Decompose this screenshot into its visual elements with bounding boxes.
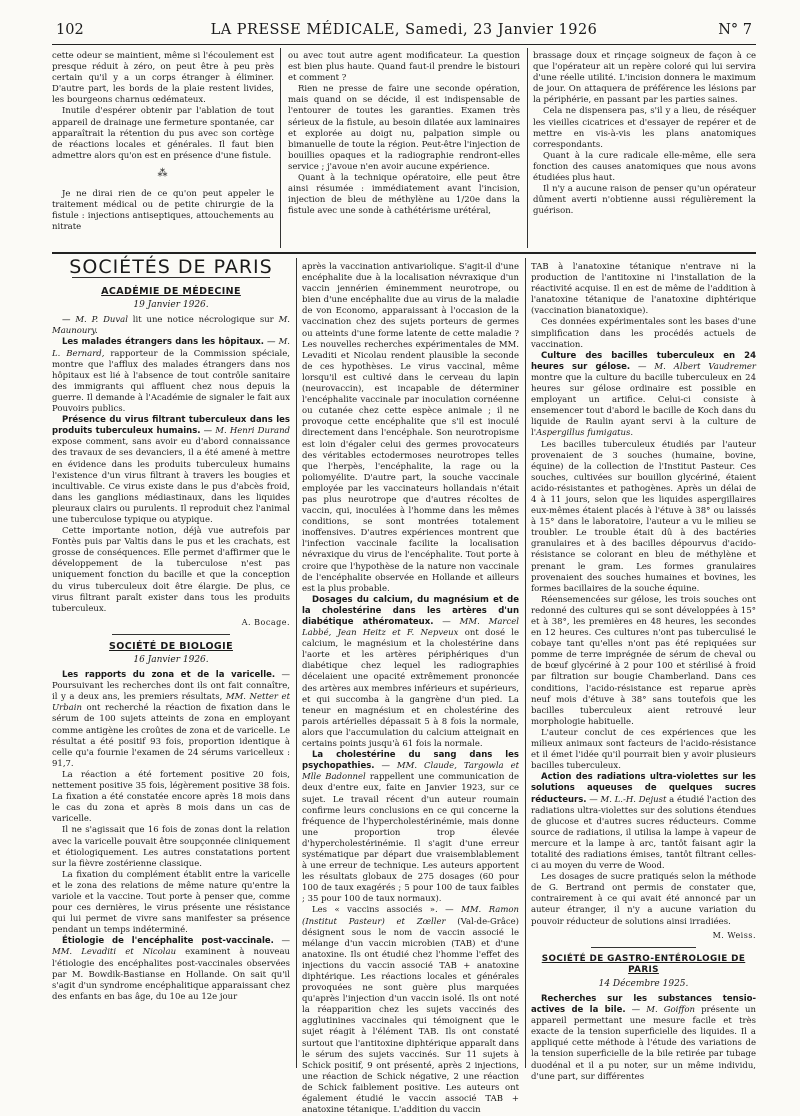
paragraph: brassage doux et rinçage soigneux de façon à ce que l'opérateur ait un repère coloré qui lui servira d'une réelle utilité. L'incision donnera le maximum de jour. On attaquera de préférence les lésions par la périphérie, en passant par les parties saines. — [533, 51, 756, 106]
divider — [591, 947, 696, 948]
paragraph: L'auteur conclut de ces expériences que les milieux animaux sont facteurs de l'acido-résistance et il émet l'idée qu'il pourrait bien y avoir plusieurs bacilles tuberculeux. — [531, 727, 756, 772]
author: MM. Marcel Labbé, Jean Heitz et F. Nepveux — [302, 617, 519, 639]
issue-number: N° 7 — [718, 22, 752, 38]
section-title: SOCIÉTÉS DE PARIS — [69, 256, 273, 278]
author: — M. P. Duval — [62, 315, 128, 326]
topic-title: Dosages du calcium, du magnésium et de la cholestérine dans les artères d'un diabétique athéromateux. — [302, 594, 519, 627]
gastro-heading: SOCIÉTÉ DE GASTRO-ENTÉROLOGIE DE PARIS — [541, 953, 746, 975]
paragraph: Cela ne dispensera pas, s'il y a lieu, de réséquer les vieilles cicatrices et d'essayer de repérer et de mettre en vis-à-vis les plans anatomiques correspondants. — [533, 106, 756, 150]
author: M. L.-H. Dejust — [600, 794, 667, 805]
paragraph: Réensemencées sur gélose, les trois souches ont redonné des cultures qui se sont développées à 15° et à 38°, les premières en 48 heures, les secondes en 12 heures. Ces cultures n'ont pas tuberculisé le cobaye tant qu'elles n'ont pas été repiquées sur pomme de terre imprégnée de sérum de cheval ou de bœuf glycériné à 2 pour 100 et stérilisé à froid par filtration sur bougie Chamberland. Dans ces conditions, l'acido-résistance est reparue après neuf mois d'étuve à 38° sans toutefois que les bacilles tuberculeux aient retrouvé leur morphologie habituelle. — [531, 594, 756, 727]
running-header — [52, 22, 756, 42]
journal-title: LA PRESSE MÉDICALE, Samedi, 23 Janvier 1926 — [210, 22, 598, 38]
topic-title: Les malades étrangers dans les hôpitaux. — [62, 337, 264, 348]
column-divider — [525, 258, 526, 1068]
paragraph: Inutile d'espérer obtenir par l'ablation de tout appareil de drainage une fermeture spontanée, car apparaîtrait la rétention du pus avec son cortège de réactions locales et générales. Il faut bien admettre alors qu'on est en présence d'une fistule. — [52, 106, 274, 161]
article-column-3 — [533, 51, 756, 247]
signature: A. Bocage. — [241, 617, 290, 627]
author: MM. Netter et Urbain — [52, 692, 290, 714]
topic-title: Action des radiations ultra-violettes sur les solutions aqueuses de quelques sucres réducteurs. — [531, 772, 756, 805]
article-column-1 — [52, 51, 274, 247]
paragraph: TAB à l'anatoxine tétanique n'entrave ni la production de l'antitoxine ni l'installation de la réactivité acquise. Il en est de même de l'addition à l'anatoxine tétanique de l'anatoxine diphtérique (vaccination bianatoxique). — [531, 262, 756, 317]
author: M. Goiffon — [646, 1005, 696, 1016]
paragraph: Ces données expérimentales sont les bases d'une simplification dans les procédés actuels de vaccination. — [531, 317, 756, 350]
divider — [112, 634, 230, 635]
paragraph: Il ne s'agissait que 16 fois de zonas dont la relation avec la varicelle pouvait être soupçonnée cliniquement et étiologiquement. Les autres constatations portent sur la fièvre zostérienne classique. — [52, 825, 290, 869]
paragraph: Quant à la cure radicale elle-même, elle sera fonction des causes anatomiques que nous avons étudiées plus haut. — [533, 150, 756, 184]
section-break: ⁂ — [157, 167, 169, 179]
person-name: M. Maunoury. — [52, 315, 290, 337]
paragraph: Les dosages de sucre pratiqués selon la méthode de G. Bertrand ont permis de constater que, contrairement à ce qui avait été annoncé par un auteur étranger, il n'y a aucune variation du pouvoir réducteur de solutions ainsi irradiées. — [531, 872, 756, 927]
paragraph: La fixation du complément établit entre la varicelle et le zona des relations de même nature qu'entre la variole et la vaccine. Tout porte à penser que, comme pour ces dernières, le virus présente une résistance qui lui permet de vivre sans manifester sa présence pendant un temps indéterminé. — [52, 869, 290, 936]
article-column-2 — [288, 51, 520, 247]
page-number: 102 — [56, 22, 84, 38]
topic-title: Les rapports du zona et de la varicelle. — [62, 670, 276, 681]
author: — M. Henri Durand — [200, 426, 290, 437]
author: MM. Claude, Targowla et Mlle Badonnel — [302, 761, 520, 783]
paragraph: La réaction a été fortement positive 20 fois, nettement positive 35 fois, légèrement positive 38 fois. La fixation a été constatée encore après 18 mois dans le cas du zona et après 8 mois dans un cas de varicelle. — [52, 769, 290, 825]
author: MM. Ramon (Institut Pasteur) et Zœller — [302, 905, 520, 927]
topic-title: Culture des bacilles tuberculeux en 24 heures sur gélose. — [531, 350, 756, 372]
author: MM. Levaditi et Nicolau — [52, 947, 177, 958]
paragraph: Rien ne presse de faire une seconde opération, mais quand on se décide, il est indispensable de l'entourer de toutes les garanties. Examen très sérieux de la fistule, au besoin dilatée aux laminaires et explorée au doigt nu, palpation simple ou bimanuelle de toute la région. Peut-être l'injection de bouillies opaques et la radiographie rendront-elles service ; j'avoue n'en avoir aucune expérience. — [288, 84, 520, 172]
paragraph: Je ne dirai rien de ce qu'on peut appeler le traitement médical ou de petite chirurgie de la fistule : injections antiseptiques, attouchements au nitrate — [52, 189, 274, 233]
session-date: 16 Janvier 1926. — [133, 655, 209, 665]
column-divider — [280, 48, 281, 248]
column-divider — [527, 48, 528, 248]
paragraph: Les bacilles tuberculeux étudiés par l'auteur provenaient de 3 souches (humaine, bovine, équine) de la collection de l'Institut Pasteur. Ces souches, cultivées sur bouillon glycériné, étaient acido-résistantes et pathogènes. Après un délai de 4 à 11 jours, selon que les liquides aspergillaires eux-mêmes étaient placés à l'étuve à 38° ou laissés à 15° dans le laboratoire, l'auteur a vu le milieu se troubler. Le trouble était dû à des bactéries granulaires et à des bacilles dépourvus d'acido-résistance se colorant en bleu de méthylène et prenant le gram. Les formes granulaires provenaient des souches humaines et bovines, les formes bacillaires de la souche équine. — [531, 439, 756, 594]
topic-title: Étiologie de l'encéphalite post-vaccinale. — [62, 936, 274, 947]
header-rule — [52, 44, 756, 45]
author: M. Albert Vaudremer — [654, 361, 756, 372]
societes-column-3: TAB à l'anatoxine tétanique n'entrave ni la production de l'antitoxine ni l'installation de la réactivité acquise. Il en est de même de l'addition à l'anatoxine tétanique de l'anatoxine diphtérique (vaccination bianatoxique). Ces données expérimentales sont les bases d'une simplification dans les procédés actuels de vaccination. Culture des bacilles tuberculeux en 24 heures sur gélose. — M. Albert Vaudremer montre que la culture du bacille tuberculeux en 24 heures sur gélose ordinaire est possible en employant un artifice. Celui-ci consiste à ensemencer tout d'abord le bacille de Koch dans du liquide de Raulin ayant servi à la culture de l'Aspergillus fumigatus. Les bacilles tuberculeux étudiés par l'auteur provenaient de 3 souches (humaine, bovine, équine) de la collection de l'Institut Pasteur. Ces souches, cultivées sur bouillon glycériné, étaient acido-résistantes et pathogènes. Après un délai de 4 à 11 jours, selon que les liquides aspergillaires eux-mêmes étaient placés à l'étuve à 38° ou laissés à 15° dans le laboratoire, l'auteur a vu le milieu se troubler. Le trouble était dû à des bactéries granulaires et à des bacilles dépourvus d'acido-résistance se colorant en bleu de méthylène et prenant le gram. Les formes granulaires provenaient des souches humaines et bovines, les formes bacillaires de la souche équine. Réensemencées sur gélose, les trois souches ont redonné des cultures qui se sont développées à 15° et à 38°, les premières en 48 heures, les secondes en 12 heures. Ces cultures n'ont pas tuberculisé le cobaye tant qu'elles n'ont pas été repiquées sur pomme de terre imprégnée de sérum de cheval ou de bœuf glycériné à 2 pour 100 et stérilisé à froid par filtration sur bougie Chamberland. Dans ces conditions, l'acido-résistance est reparue après neuf mois d'étuve à 38° sans toutefois que les bacilles tuberculeux aient retrouvé leur morphologie habituelle. L'auteur conclut de ces expériences que les milieux animaux sont facteurs de l'acido-résistance et il émet l'idée qu'il pourrait bien y avoir plusieurs bacilles tuberculeux. Action des radiations ultra-violettes sur les solutions aqueuses de quelques sucres réducteurs. — M. L.-H. Dejust a étudié l'action des radiations ultra-violettes sur des solutions étendues de glucose et d'autres sucres réducteurs. Comme source de radiations, il utilisa la lampe à vapeur de mercure et la lampe à arc, tantôt faisant agir la totalité des radiations émises, tantôt filtrant celles-ci au moyen du verre de Wood. Les dosages de sucre pratiqués selon la méthode de G. Bertrand ont permis de constater que, contrairement à ce qui avait été annoncé par un auteur étranger, il n'y a aucune variation du pouvoir réducteur de solutions ainsi irradiées. M. Weiss. SOCIÉTÉ DE GASTRO-ENTÉROLOGIE DE PARIS 14 Décembre 1925. Recherches sur les substances tensio-actives de la bile. — M. Goiffon présente un appareil permettant une mesure facile et très exacte de la tension superficielle des liquides. Il a appliqué cette méthode à l'étude des variations de la tension superficielle de la bile retirée par tubage duodénal et il a pu noter, sur un même individu, d'une part, sur différentes — [531, 262, 757, 1082]
signature: M. Weiss. — [712, 930, 756, 940]
biologie-heading: SOCIÉTÉ DE BIOLOGIE — [109, 640, 233, 652]
section-rule — [52, 252, 756, 254]
topic-title: Recherches sur les substances tensio-actives de la bile. — [531, 994, 756, 1016]
paragraph: ou avec tout autre agent modificateur. La question est bien plus haute. Quand faut-il prendre le bistouri et comment ? — [288, 51, 520, 84]
societes-column-1: SOCIÉTÉS DE PARIS ACADÉMIE DE MÉDECINE 19 Janvier 1926. — M. P. Duval lit une notice nécrologique sur M. Maunoury. Les malades étrangers dans les hôpitaux. — M. L. Bernard, rapporteur de la Commission spéciale, montre que l'afflux des malades étrangers dans nos hôpitaux est lié à l'absence de tout contrôle sanitaire des immigrants qui affluent chez nous depuis la guerre. Il demande à l'Académie de signaler le fait aux Pouvoirs publics. Présence du virus filtrant tuberculeux dans les produits tuberculeux humains. — M. Henri Durand expose comment, sans avoir eu d'abord connaissance des travaux de ses devanciers, il a été amené à mettre en évidence dans les produits tuberculeux humains l'existence d'un virus filtrant à travers les bougies et incultivable. Ce virus existe dans le pus d'abcès froid, dans les ganglions médiastinaux, dans les liquides pleuraux clairs ou purulents. Il reproduit chez l'animal une tuberculose typique ou atypique. Cette importante notion, déjà vue autrefois par Fontès puis par Valtis dans le pus et les crachats, est grosse de conséquences. Elle permet d'affirmer que le développement de la tuberculose n'est pas uniquement fonction du bacille et que la conception du virus tuberculeux doit être élargie. De plus, ce virus filtrant paraît exister dans tous les produits tuberculeux. A. Bocage. SOCIÉTÉ DE BIOLOGIE 16 Janvier 1926. Les rapports du zona et de la varicelle. — Poursuivant les recherches dont ils ont fait connaître, il y a deux ans, les premiers résultats, MM. Netter et Urbain ont recherché la réaction de fixation dans le sérum de 100 sujets atteints de zona en employant comme antigène les croûtes de zona et de varicelle. Le résultat a été positif 93 fois, proportion identique à celle qu'a fournie l'examen de 24 sérums varicelleux : 91,7. La réaction a été fortement positive 20 fois, nettement positive 35 fois, légèrement positive 38 fois. La fixation a été constatée encore après 18 mois dans le cas du zona et après 8 mois dans un cas de varicelle. Il ne s'agissait que 16 fois de zonas dont la relation avec la varicelle pouvait être soupçonnée cliniquement et étiologiquement. Les autres constatations portent sur la fièvre zostérienne classique. La fixation du complément établit entre la varicelle et le zona des relations de même nature qu'entre la variole et la vaccine. Tout porte à penser que, comme pour ces dernières, le virus présente une résistance qui lui permet de vivre sans manifester sa présence pendant un temps indéterminé. Étiologie de l'encéphalite post-vaccinale. — MM. Levaditi et Nicolau examinent à nouveau l'étiologie des encéphalites post-vaccinales observées par M. Bowdik-Bastianse en Hollande. On sait qu'il s'agit d'un syndrome encéphalitique apparaissant chez des enfants en bas âge, du 10e au 12e jour — [52, 256, 291, 1002]
column-divider — [296, 258, 297, 1068]
species-name: Aspergillus fumigatus. — [536, 428, 634, 439]
paragraph: après la vaccination antivariolique. S'agit-il d'une encéphalite due à la localisation névraxique d'un vaccin jennérien éminemment neurotrope, ou bien d'une encéphalite due au virus de la maladie de von Economo, apparaissant à l'occasion de la vaccination chez des sujets porteurs de germes ou atteints d'une forme latente de cette maladie ? Les nouvelles recherches expérimentales de MM. Levaditi et Nicolau rendent plausible la seconde de ces hypothèses. Le virus vaccinal, même lorsqu'il est cultivé dans le cerveau du lapin (neurovaccin), est incapable de déterminer l'encéphalite vaccinale par inoculation cornéenne ou cutanée chez cette espèce animale ; il ne provoque cette encéphalite que s'il est inoculé directement dans l'encéphale. Son neurotropisme est loin d'égaler celui des germes provocateurs des véritables ectodermoses neurotropes telles que l'herpès, l'encéphalite, la rage ou la poliomyélite. D'autre part, la souche vaccinale employée par les vaccinateurs hollandais n'était pas plus neurotrope que d'autres récoltes de vaccin, qui, inoculées à l'homme dans les mêmes conditions, se sont montrées totalement inoffensives. D'autres expériences montrent que l'infection vaccinale facilite la localisation névraxique du virus de l'encéphalite. Tout porte à croire que l'hypothèse de la nature non vaccinale de l'encéphalite observée en Hollande et ailleurs est la plus probable. — [302, 262, 519, 594]
societes-column-2: après la vaccination antivariolique. S'agit-il d'une encéphalite due à la localisation névraxique d'un vaccin jennérien éminemment neurotrope, ou bien d'une encéphalite due au virus de la maladie de von Economo, apparaissant à l'occasion de la vaccination chez des sujets porteurs de germes ou atteints d'une forme latente de cette maladie ? Les nouvelles recherches expérimentales de MM. Levaditi et Nicolau rendent plausible la seconde de ces hypothèses. Le virus vaccinal, même lorsqu'il est cultivé dans le cerveau du lapin (neurovaccin), est incapable de déterminer l'encéphalite vaccinale par inoculation cornéenne ou cutanée chez cette espèce animale ; il ne provoque cette encéphalite que s'il est inoculé directement dans l'encéphale. Son neurotropisme est loin d'égaler celui des germes provocateurs des véritables ectodermoses neurotropes telles que l'herpès, l'encéphalite, la rage ou la poliomyélite. D'autre part, la souche vaccinale employée par les vaccinateurs hollandais n'était pas plus neurotrope que d'autres récoltes de vaccin, qui, inoculées à l'homme dans les mêmes conditions, se sont montrées totalement inoffensives. D'autres expériences montrent que l'infection vaccinale facilite la localisation névraxique du virus de l'encéphalite. Tout porte à croire que l'hypothèse de la nature non vaccinale de l'encéphalite observée en Hollande et ailleurs est la plus probable. Dosages du calcium, du magnésium et de la cholestérine dans les artères d'un diabétique athéromateux. — MM. Marcel Labbé, Jean Heitz et F. Nepveux ont dosé le calcium, le magnésium et la cholestérine dans l'aorte et les artères périphériques d'un diabétique chez lequel les radiographies décelaient une opacité extrêmement prononcée des artères aux membres inférieurs et supérieurs, et qui succomba à la gangrène d'un pied. La teneur en magnésium et en cholestérine des parois artérielles dépassait 5 à 8 fois la normale, alors que l'accumulation du calcium atteignait en certains points jusqu'à 61 fois la normale. La cholestérine du sang dans les psychopathies. — MM. Claude, Targowla et Mlle Badonnel rappellent une communication de deux d'entre eux, faite en Janvier 1923, sur ce sujet. Le travail récent d'un auteur roumain confirme leurs conclusions en ce qui concerne la fréquence de l'hypercholestérinémie, mais donne une proportion trop élevée d'hypercholestérinémie. Il s'agit d'une erreur systématique par départ due vraisemblablement à une erreur de technique. Les auteurs apportent les résultats globaux de 275 dosages (60 pour 100 de taux exagérés ; 5 pour 100 de taux faibles ; 35 pour 100 de taux normaux). Les « vaccins associés ». — MM. Ramon (Institut Pasteur) et Zœller (Val-de-Grâce) désignent sous le nom de vaccin associé le mélange d'un vaccin microbien (TAB) et d'une anatoxine. Ils ont étudié chez l'homme l'effet des injections du vaccin associé TAB + anatoxine diphtérique. Les réactions locales et générales provoquées ne sont guère plus marquées qu'après l'injection d'un vaccin isolé. Ils ont noté la réapparition chez les sujets vaccinés des agglutinines vaccinales qui témoignent que le sujet réagit à l'élément TAB. Ils ont constaté surtout que l'antitoxine diphtérique apparaît dans le sérum des sujets vaccinés. Sur 11 sujets à Schick positif, 9 ont présenté, après 2 injections, une réaction de Schick négative, 2 une réaction de Schick faiblement positive. Les auteurs ont également étudié le vaccin associé TAB + anatoxine tétanique. L'addition du vaccin — [302, 262, 520, 1116]
academie-heading: ACADÉMIE DE MÉDECINE — [101, 286, 241, 298]
paragraph: Quant à la technique opératoire, elle peut être ainsi résumée : immédiatement avant l'incision, injection de bleu de méthylène au 1/20e dans la fistule avec une sonde à cathétérisme urétéral, — [288, 173, 520, 217]
topic-title: La cholestérine du sang dans les psychopathies. — [302, 750, 519, 772]
paragraph: cette odeur se maintient, même si l'écoulement est presque réduit à zéro, on peut être à peu près certain qu'il y a un corps étranger à éliminer. D'autre part, les bords de la plaie restent livides, les bourgeons charnus œdémateux. — [52, 51, 274, 106]
topic-title: Présence du virus filtrant tuberculeux dans les produits tuberculeux humains. — [52, 415, 290, 437]
paragraph: Cette importante notion, déjà vue autrefois par Fontès puis par Valtis dans le pus et les crachats, est grosse de conséquences. Elle permet d'affirmer que le développement de la tuberculose n'est pas uniquement fonction du bacille et que la conception du virus tuberculeux doit être élargie. De plus, ce virus filtrant paraît exister dans tous les produits tuberculeux. — [52, 526, 290, 614]
session-date: 19 Janvier 1926. — [133, 300, 209, 311]
author: — M. L. Bernard, — [52, 337, 290, 359]
session-date: 14 Décembre 1925. — [598, 978, 689, 989]
topic-title: Les « vaccins associés ». — [312, 905, 438, 916]
paragraph: Il n'y a aucune raison de penser qu'un opérateur dûment averti n'obtienne aussi régulièrement la guérison. — [533, 184, 756, 217]
